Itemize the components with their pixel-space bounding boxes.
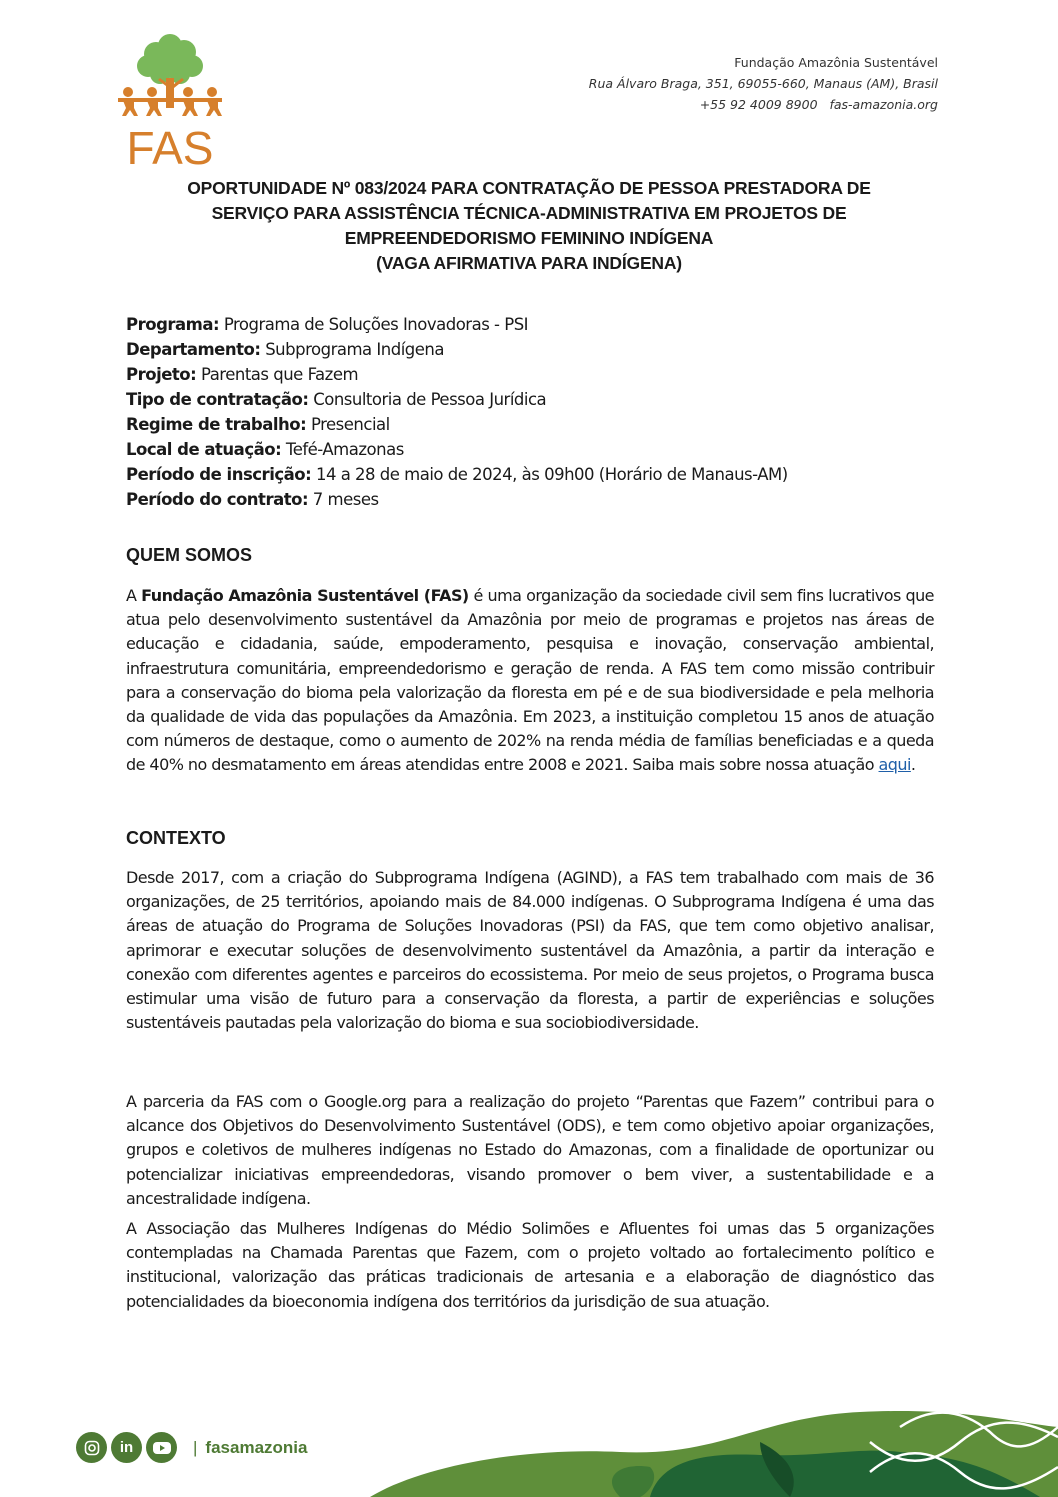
detail-regime (126, 412, 788, 437)
youtube-icon[interactable] (146, 1432, 177, 1463)
detail-label: Departamento: (126, 340, 261, 359)
instagram-icon[interactable] (76, 1432, 107, 1463)
detail-value: Consultoria de Pessoa Jurídica (313, 390, 547, 409)
separator: | (193, 1437, 198, 1457)
detail-value: Presencial (310, 415, 390, 434)
title-line-4: (VAGA AFIRMATIVA PARA INDÍGENA) (376, 253, 682, 273)
footer-wave-decoration (0, 1357, 1058, 1497)
detail-label: Período de inscrição: (126, 465, 312, 484)
detail-label: Período do contrato: (126, 490, 309, 509)
org-name-bold: Fundação Amazônia Sustentável (FAS) (141, 586, 469, 605)
detail-label: Tipo de contratação: (126, 390, 309, 409)
address: Rua Álvaro Braga, 351, 69055-660, Manaus (AM), Brasil (588, 76, 938, 91)
para-text: é uma organização da sociedade civil sem fins lucrativos que atua pelo desenvolvimento sustentável da Amazônia por meio de programas e projetos nas áreas de educação e cidadania, saúde, empoderamento, pesquisa e inovação, conservação ambiental, infraestrutura comunitária, empreendedorismo e geração de renda. A FAS tem como missão contribuir para a conservação do bioma pela valorização da floresta em pé e de sua biodiversidade e pela melhoria da qualidade de vida das populações da Amazônia. Em 2023, a instituição completou 15 anos de atuação com números de destaque, como o aumento de 202% na renda média de famílias beneficiadas e a queda de 40% no desmatamento em áreas atendidas entre 2008 e 2021. Saiba mais sobre nossa atuação (126, 586, 934, 775)
detail-value: Programa de Soluções Inovadoras - PSI (223, 315, 529, 334)
contexto-paragraph-3: A Associação das Mulheres Indígenas do Médio Solimões e Afluentes foi umas das 5 organizações contempladas na Chamada Parentas que Fazem, com o projeto voltado ao fortalecimento político e institucional, valorização das práticas tradicionais de artesania e a elaboração de diagnóstico das potencialidades da bioeconomia indígena dos territórios da jurisdição de sua atuação. (126, 1219, 934, 1311)
para-text: A (126, 586, 137, 605)
detail-projeto (126, 362, 788, 387)
detail-departamento (126, 337, 788, 362)
detail-value: 14 a 28 de maio de 2024, às 09h00 (Horário de Manaus-AM) (315, 465, 788, 484)
footer-social (76, 1432, 307, 1463)
title-line-3: EMPREENDEDORISMO FEMININO INDÍGENA (344, 228, 714, 248)
phone-website (589, 94, 938, 115)
detail-value: Subprograma Indígena (265, 340, 444, 359)
quem-somos-paragraph (126, 584, 934, 778)
detail-programa (126, 312, 788, 337)
detail-label: Regime de trabalho: (126, 415, 307, 434)
para-end: . (910, 755, 916, 775)
header-contact (589, 52, 938, 115)
title-line-1: OPORTUNIDADE Nº 083/2024 PARA CONTRATAÇÃO DE PESSOA PRESTADORA DE (187, 178, 871, 198)
detail-value: 7 meses (312, 490, 379, 509)
document-title (100, 176, 958, 276)
handle-text: fasamazonia (205, 1437, 308, 1457)
logo-text: FAS (126, 122, 214, 170)
linkedin-icon[interactable]: in (111, 1432, 142, 1463)
detail-label: Local de atuação: (126, 440, 282, 459)
detail-value: Tefé-Amazonas (285, 440, 404, 459)
contexto-paragraph-2: A parceria da FAS com o Google.org para a realização do projeto “Parentas que Fazem” contribui para o alcance dos Objetivos do Desenvolvimento Sustentável (ODS), e tem como objetivo apoiar organizações, grupos e coletivos de mulheres indígenas no Estado do Amazonas, com a finalidade de oportunizar ou potencializar iniciativas empreendedoras, visando promover o bem viver, a sustentabilidade e a ancestralidade indígena. (126, 1092, 934, 1208)
org-name: Fundação Amazônia Sustentável (734, 55, 938, 70)
title-line-2: SERVIÇO PARA ASSISTÊNCIA TÉCNICA-ADMINISTRATIVA EM PROJETOS DE (211, 203, 847, 223)
detail-periodo-contrato (126, 487, 788, 512)
website-link[interactable]: fas-amazonia.org (829, 97, 938, 112)
tree-people-logo-icon (112, 30, 228, 170)
aqui-link[interactable]: aqui (878, 755, 911, 775)
detail-label: Projeto: (126, 365, 197, 384)
detail-periodo-inscricao (126, 462, 788, 487)
detail-value: Parentas que Fazem (200, 365, 359, 384)
contexto-paragraph-1: Desde 2017, com a criação do Subprograma Indígena (AGIND), a FAS tem trabalhado com mais de 36 organizações, de 25 territórios, apoiando mais de 84.000 indígenas. O Subprograma Indígena é uma das áreas de atuação do Programa de Soluções Inovadoras (PSI) da FAS, que tem como objetivo analisar, aprimorar e executar soluções de desenvolvimento sustentável da Amazônia, a partir da interação e conexão com diferentes agentes e parceiros do ecossistema. Por meio de seus projetos, o Programa busca estimular uma visão de futuro para a conservação da floresta, a partir de experiências e soluções sustentáveis pautadas pela valorização do bioma e sua sociobiodiversidade. (126, 868, 934, 1033)
job-details (126, 312, 788, 512)
detail-tipo-contratacao (126, 387, 788, 412)
social-handle[interactable] (193, 1438, 307, 1458)
section-heading-quem-somos: QUEM SOMOS (126, 545, 253, 565)
detail-local (126, 437, 788, 462)
fas-logo (112, 30, 228, 170)
detail-label: Programa: (126, 315, 220, 334)
phone: +55 92 4009 8900 (699, 97, 818, 112)
section-heading-contexto: CONTEXTO (126, 828, 226, 848)
